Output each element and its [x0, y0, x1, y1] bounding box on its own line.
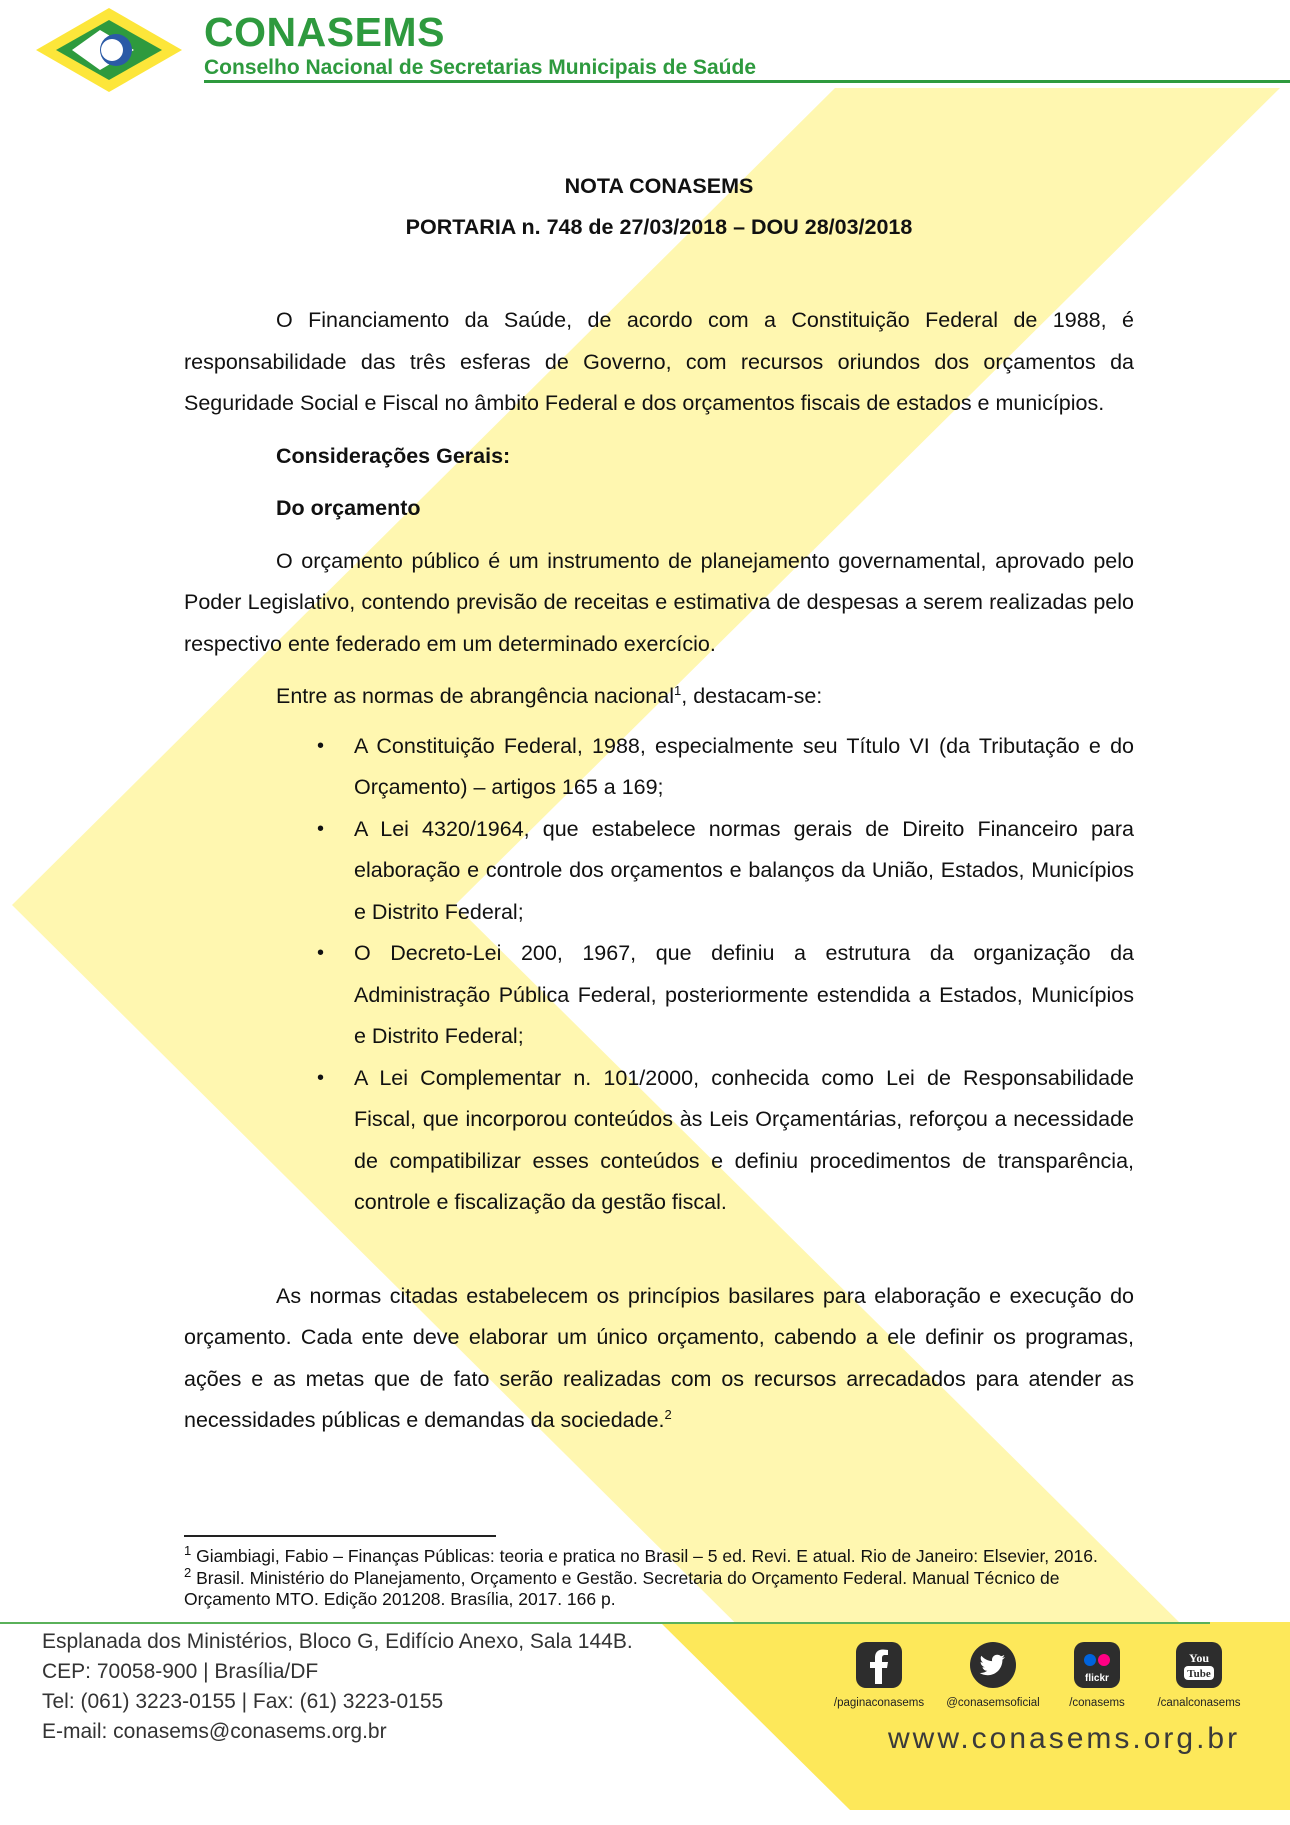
twitter-icon	[968, 1640, 1018, 1690]
footnote-ref-2: 2	[664, 1406, 672, 1422]
footnote-1	[184, 1543, 1144, 1568]
address-line: Esplanada dos Ministérios, Bloco G, Edifício Anexo, Sala 144B.	[42, 1630, 633, 1653]
brand-subtitle: Conselho Nacional de Secretarias Municipais de Saúde	[204, 56, 757, 79]
social-label: /conasems	[1069, 1697, 1125, 1709]
footer-divider	[0, 1622, 1210, 1624]
facebook-icon	[854, 1640, 904, 1690]
social-facebook[interactable]	[824, 1640, 934, 1709]
norms-intro-tail: , destacam-se:	[681, 684, 823, 708]
document-title: NOTA CONASEMS	[564, 174, 754, 198]
social-label: @conasemsoficial	[946, 1697, 1040, 1709]
footnote-ref-1: 1	[674, 682, 682, 698]
heading-budget: Do orçamento	[276, 496, 421, 520]
budget-paragraph: O orçamento público é um instrumento de planejamento governamental, aprovado pelo Poder Legislativo, contendo previsão de receitas e estimativa de despesas a serem realizadas pelo respectivo ente federado em um determinado exercício.	[184, 548, 1134, 656]
conasems-logo	[34, 6, 184, 94]
youtube-icon	[1174, 1640, 1224, 1690]
website-url[interactable]: www.conasems.org.br	[888, 1722, 1241, 1755]
intro-paragraph: O Financiamento da Saúde, de acordo com a Constituição Federal de 1988, é responsabilidade das três esferas de Governo, com recursos oriundos dos orçamentos da Seguridade Social e Fiscal no âmbito Federal e dos orçamentos fiscais de estados e municípios.	[184, 308, 1134, 415]
footnote-number: 1	[184, 1543, 192, 1559]
address-line: E-mail: conasems@conasems.org.br	[42, 1720, 387, 1743]
flickr-icon	[1072, 1640, 1122, 1690]
social-twitter[interactable]	[938, 1640, 1048, 1709]
document-body	[184, 160, 1134, 1442]
document-subtitle: PORTARIA n. 748 de 27/03/2018 – DOU 28/03/2018	[405, 215, 913, 239]
footnote-text: Brasil. Ministério do Planejamento, Orçamento e Gestão. Secretaria do Orçamento Federal. Manual Técnico de Orçamento MTO. Edição 201208. Brasília, 2017. 166 p.	[184, 1567, 1060, 1609]
flickr-wordmark: flickr	[1085, 1673, 1109, 1684]
norms-list	[184, 726, 1134, 1224]
brand-block	[204, 10, 756, 80]
footer-address	[42, 1627, 633, 1747]
footnote-2	[184, 1564, 1144, 1611]
footnote-number: 2	[184, 1564, 192, 1580]
brand-name: CONASEMS	[204, 9, 445, 55]
youtube-wordmark-a: You	[1188, 1651, 1210, 1665]
social-label: /paginaconasems	[833, 1697, 925, 1709]
address-line: Tel: (061) 3223-0155 | Fax: (61) 3223-0155	[42, 1690, 444, 1713]
list-item: • A Lei 4320/1964, que estabelece normas gerais de Direito Financeiro para elaboração e controle dos orçamentos e balanços da União, Estados, Municípios e Distrito Federal;	[354, 809, 1134, 934]
header-divider	[204, 80, 1290, 83]
social-links	[824, 1640, 1264, 1720]
social-youtube[interactable]	[1144, 1640, 1254, 1709]
heading-general-considerations: Considerações Gerais:	[276, 443, 511, 468]
youtube-wordmark-b: Tube	[1187, 1668, 1211, 1680]
address-line: CEP: 70058-900 | Brasília/DF	[42, 1660, 319, 1683]
social-label: /canalconasems	[1157, 1697, 1241, 1709]
norms-intro-text: Entre as normas de abrangência nacional	[276, 684, 675, 708]
footnote-text: Giambiagi, Fabio – Finanças Públicas: teoria e pratica no Brasil – 5 ed. Revi. E atual. Rio de Janeiro: Elsevier, 2016.	[191, 1546, 1098, 1566]
closing-paragraph	[184, 1276, 1134, 1442]
norms-intro	[184, 676, 1134, 718]
footnote-divider	[184, 1535, 496, 1537]
footnotes	[184, 1543, 1144, 1611]
social-flickr[interactable]	[1052, 1640, 1142, 1709]
list-item: • A Lei Complementar n. 101/2000, conhecida como Lei de Responsabilidade Fiscal, que incorporou conteúdos às Leis Orçamentárias, reforçou a necessidade de compatibilizar esses conteúdos e definiu procedimentos de transparência, controle e fiscalização da gestão fiscal.	[354, 1058, 1134, 1224]
list-item: • A Constituição Federal, 1988, especialmente seu Título VI (da Tributação e do Orçamento) – artigos 165 a 169;	[354, 726, 1134, 809]
closing-text: As normas citadas estabelecem os princípios basilares para elaboração e execução do orçamento. Cada ente deve elaborar um único orçamento, cabendo a ele definir os programas, ações e as metas que de fato serão realizadas com os recursos arrecadados para atender as necessidades públicas e demandas da sociedade.	[184, 1283, 1134, 1432]
list-item: • O Decreto-Lei 200, 1967, que definiu a estrutura da organização da Administração Pública Federal, posteriormente estendida a Estados, Municípios e Distrito Federal;	[354, 933, 1134, 1058]
